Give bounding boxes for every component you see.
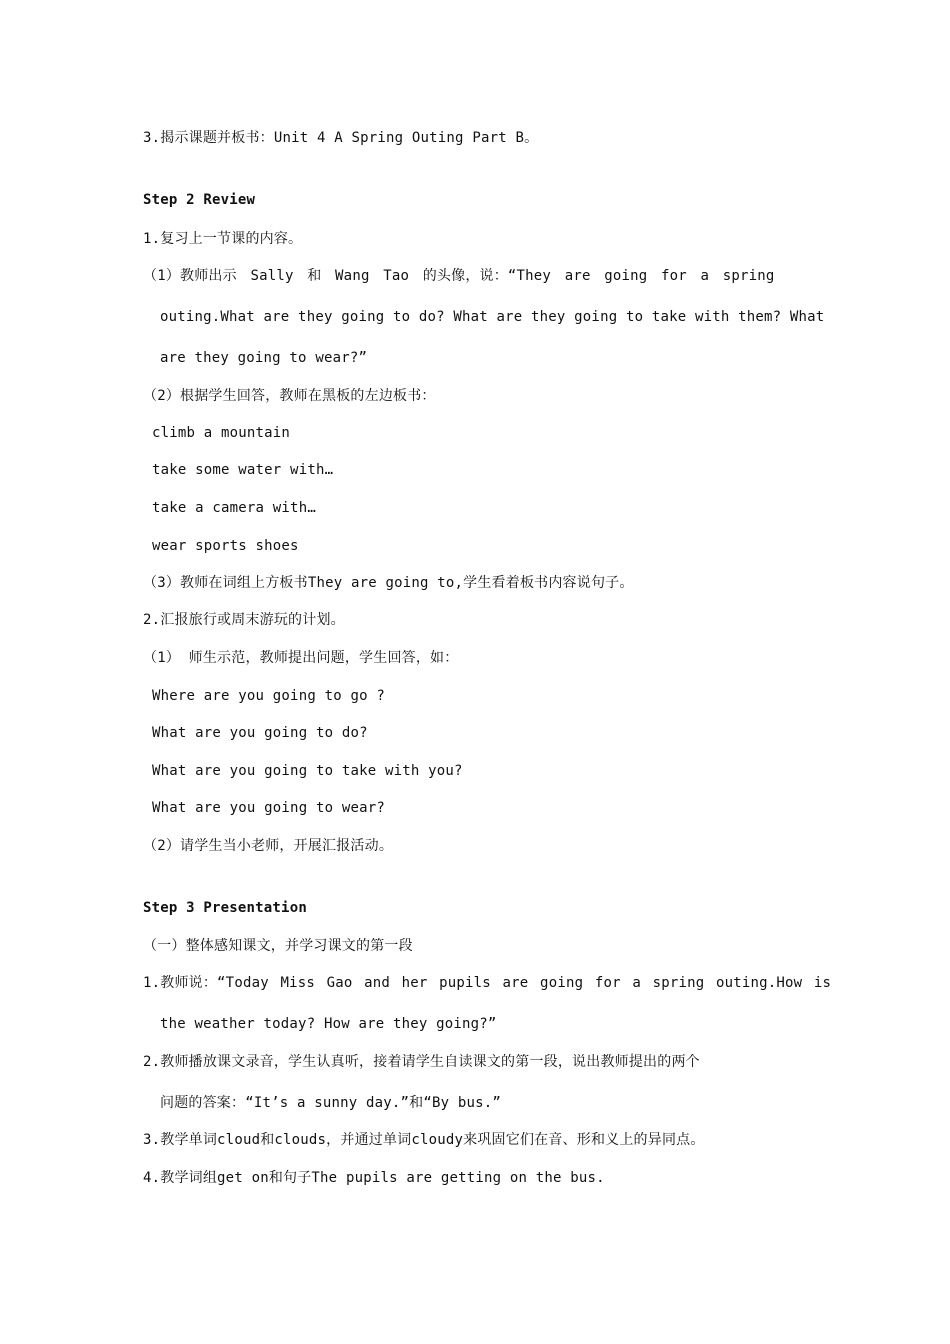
step2-item2-sub1: （1） 师生示范，教师提出问题，学生回答，如： — [143, 650, 459, 666]
board-line: take some water with… — [152, 462, 334, 478]
step2-sub1-line2: outing.What are they going to do? What are they going to take with them? What — [160, 309, 825, 325]
step2-heading: Step 2 Review — [143, 192, 256, 208]
step2-item-2: 2.汇报旅行或周末游玩的计划。 — [143, 612, 345, 628]
step3-part1: （一）整体感知课文，并学习课文的第一段 — [143, 938, 413, 954]
board-line: climb a mountain — [152, 425, 291, 441]
step2-item-1: 1.复习上一节课的内容。 — [143, 231, 303, 247]
question-line: Where are you going to go ? — [152, 688, 385, 704]
step2-item2-sub2: （2）请学生当小老师，开展汇报活动。 — [143, 838, 394, 854]
board-line: wear sports shoes — [152, 538, 299, 554]
step3-item1-line1: 1.教师说：“Today Miss Gao and her pupils are going for a spring outing.How is — [143, 975, 832, 991]
intro-item-3: 3.揭示课题并板书：Unit 4 A Spring Outing Part B。 — [143, 130, 539, 146]
step3-item-3: 3.教学单词cloud和clouds，并通过单词cloudy来巩固它们在音、形和义上的异同点。 — [143, 1132, 705, 1148]
step3-item1-line2: the weather today? How are they going?” — [160, 1016, 497, 1032]
step3-item-4: 4.教学词组get on和句子The pupils are getting on the bus. — [143, 1170, 605, 1186]
step3-item2-line1: 2.教师播放课文录音，学生认真听，接着请学生自读课文的第一段，说出教师提出的两个 — [143, 1054, 700, 1070]
step3-heading: Step 3 Presentation — [143, 900, 307, 916]
step2-sub3: （3）教师在词组上方板书They are going to,学生看着板书内容说句子。 — [143, 575, 634, 591]
question-line: What are you going to take with you? — [152, 763, 463, 779]
step2-sub2: （2）根据学生回答，教师在黑板的左边板书： — [143, 388, 436, 404]
step2-sub1-line1: （1）教师出示 Sally 和 Wang Tao 的头像，说：“They are going for a spring — [143, 268, 775, 284]
step3-item2-line2: 问题的答案：“It’s a sunny day.”和“By bus.” — [160, 1095, 502, 1111]
question-line: What are you going to wear? — [152, 800, 385, 816]
step2-sub1-line3: are they going to wear?” — [160, 350, 368, 366]
question-line: What are you going to do? — [152, 725, 368, 741]
board-line: take a camera with… — [152, 500, 316, 516]
